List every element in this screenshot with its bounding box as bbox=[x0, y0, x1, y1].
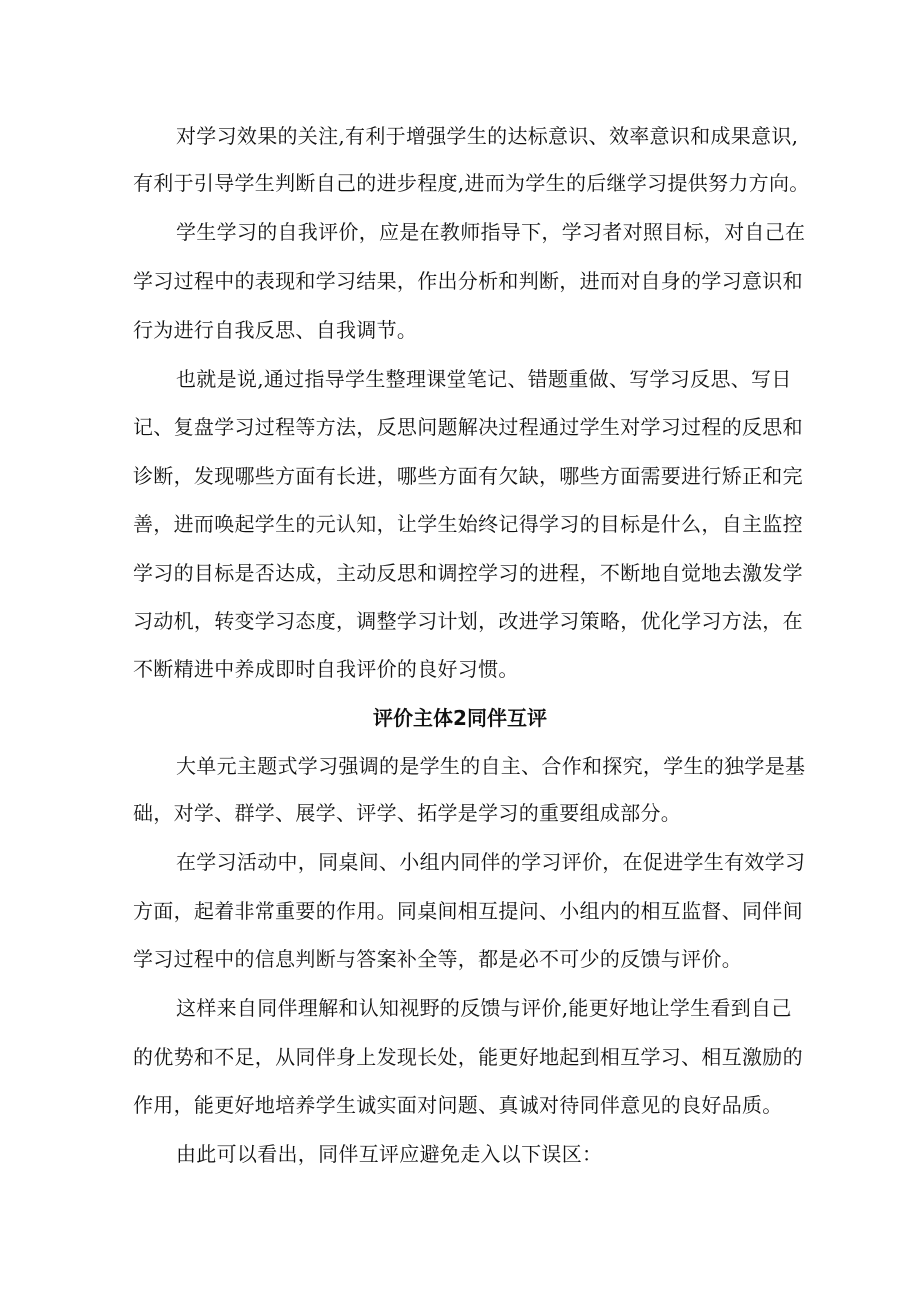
text-line-17: 学习过程中的信息判断与答案补全等，都是必不可少的反馈与评价。 bbox=[133, 947, 742, 971]
text-line-15: 在学习活动中，同桌间、小组内同伴的学习评价，在促进学生有效学习 bbox=[176, 850, 806, 874]
text-line-18: 这样来自同伴理解和认知视野的反馈与评价,能更好地让学生看到自己 bbox=[176, 996, 792, 1020]
text-line-8: 诊断，发现哪些方面有长进，哪些方面有欠缺，哪些方面需要进行矫正和完 bbox=[133, 464, 803, 488]
text-line-9: 善，进而唤起学生的元认知，让学生始终记得学习的目标是什么，自主监控 bbox=[133, 512, 803, 536]
text-line-13: 大单元主题式学习强调的是学生的自主、合作和探究，学生的独学是基 bbox=[176, 754, 806, 778]
text-line-11: 习动机，转变学习态度，调整学习计划，改进学习策略，优化学习方法，在 bbox=[133, 609, 803, 633]
text-line-10: 学习的目标是否达成，主动反思和调控学习的进程，不断地自觉地去激发学 bbox=[133, 561, 803, 585]
text-line-21: 由此可以看出，同伴互评应避免走入以下误区： bbox=[176, 1142, 603, 1166]
text-line-16: 方面，起着非常重要的作用。同桌间相互提问、小组内的相互监督、同伴间 bbox=[133, 899, 803, 923]
text-line-7: 记、复盘学习过程等方法，反思问题解决过程通过学生对学习过程的反思和 bbox=[133, 415, 803, 439]
text-line-6: 也就是说,通过指导学生整理课堂笔记、错题重做、写学习反思、写日 bbox=[176, 367, 792, 391]
section-heading: 评价主体2同伴互评 bbox=[373, 706, 547, 730]
text-line-3: 学生学习的自我评价，应是在教师指导下，学习者对照目标，对自己在 bbox=[176, 220, 806, 244]
text-line-19: 的优势和不足，从同伴身上发现长处，能更好地起到相互学习、相互激励的 bbox=[133, 1045, 803, 1069]
text-line-1: 对学习效果的关注,有利于增强学生的达标意识、效率意识和成果意识, bbox=[176, 124, 799, 148]
text-line-12: 不断精进中养成即时自我评价的良好习惯。 bbox=[133, 657, 519, 681]
text-line-14: 础，对学、群学、展学、评学、拓学是学习的重要组成部分。 bbox=[133, 801, 682, 825]
text-line-2: 有利于引导学生判断自己的进步程度,进而为学生的后继学习提供努力方向。 bbox=[133, 171, 810, 195]
text-line-5: 行为进行自我反思、自我调节。 bbox=[133, 318, 418, 342]
text-line-4: 学习过程中的表现和学习结果，作出分析和判断，进而对自身的学习意识和 bbox=[133, 269, 803, 293]
text-line-20: 作用，能更好地培养学生诚实面对问题、真诚对待同伴意见的良好品质。 bbox=[133, 1093, 783, 1117]
